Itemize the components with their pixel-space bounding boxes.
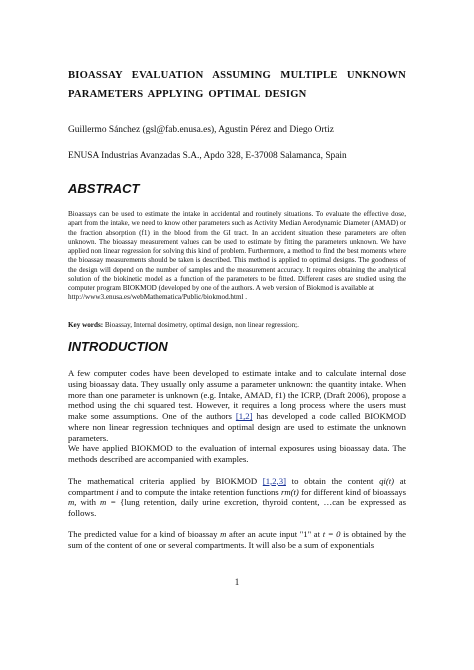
keywords-text: Bioassay, Internal dosimetry, optimal design, non linear regression;. xyxy=(103,321,299,329)
paragraph-gap xyxy=(68,465,406,476)
intro-p4-c: is obtained by the sum of the content of one or several compartments. It will also be a sum of exponentials xyxy=(68,528,406,550)
introduction-heading: INTRODUCTION xyxy=(68,339,168,354)
paragraph-gap xyxy=(68,519,406,529)
citation-link-1-2-3[interactable]: [1,2,3] xyxy=(262,475,286,486)
intro-p1-tail: has developed a code called BIOKMOD where non linear regression techniques and optimal design are used to estimate the unknown parameters. xyxy=(68,411,406,443)
intro-p3-f: , with xyxy=(74,497,100,508)
intro-p3-a: The mathematical criteria applied by BIOKMOD xyxy=(68,475,263,486)
keywords-line xyxy=(68,321,406,330)
intro-paragraph-2: We have applied BIOKMOD to the evaluation of internal exposures using bioassay data. The methods described are accompanied with examples. xyxy=(68,443,406,464)
abstract-heading: ABSTRACT xyxy=(68,181,140,196)
intro-p3-e: for different kind of bioassays xyxy=(298,486,407,497)
symbol-rm-t: rm(t) xyxy=(280,486,299,497)
intro-p3-c: at compartment xyxy=(68,475,406,497)
intro-p3-g: {lung retention, daily urine excretion, thyroid content, …can be expressed as follows. xyxy=(68,497,407,518)
author-line: Guillermo Sánchez (gsl@fab.enusa.es), Agustin Pérez and Diego Ortiz xyxy=(68,125,334,135)
symbol-m-equals: m = xyxy=(99,497,117,508)
intro-p4-b: after an acute input "1" at xyxy=(226,528,323,539)
intro-paragraph-1 xyxy=(68,368,406,443)
intro-p3-b: to obtain the content xyxy=(285,475,380,486)
symbol-m-bioassay: m xyxy=(220,528,227,539)
abstract-body xyxy=(68,210,406,303)
citation-link-1-2[interactable]: [1,2] xyxy=(235,411,253,421)
intro-p4-a: The predicted value for a kind of bioassay xyxy=(68,528,221,539)
intro-paragraph-3 xyxy=(68,476,406,519)
symbol-i: i xyxy=(116,486,119,497)
intro-p3-d: and to compute the intake retention functions xyxy=(118,486,281,497)
abstract-url[interactable]: http://www3.enusa.es/webMathematica/Public/biokmod.html . xyxy=(68,293,248,302)
paper-title: BIOASSAY EVALUATION ASSUMING MULTIPLE UNKNOWN PARAMETERS APPLYING OPTIMAL DESIGN xyxy=(68,70,406,100)
abstract-paragraph: Bioassays can be used to estimate the intake in accidental and routinely situations. To evaluate the effective dose, apart from the intake, we need to know other parameters such as Activity Median Aerodynamic Diameter (AMAD) or the fraction absorption (f1) in the blood from the GI tract. In an accident situation these parameters are often unknown. The bioassay measurement values can be used to estimate by fitting the parameters unknown. We have applied non linear regression for solving this kind of problem. Furthermore, a method to find the best moments where the bioassay measurements should be taken is described. This method is applied to optimal designs. The goodness of the design will depend on the number of samples and the measurement accuracy. It requires obtaining the analytical solution of the biokinetic model as a function of the parameters to be fitted. Different cases are studied using the computer program BIOKMOD (developed by one of the authors. A web version of Biokmod is available at xyxy=(68,210,406,292)
introduction-body xyxy=(68,368,406,550)
keywords-label: Key words: xyxy=(68,321,104,329)
page-number: 1 xyxy=(234,577,240,587)
symbol-m: m xyxy=(68,497,75,508)
symbol-t-equals-0: t = 0 xyxy=(322,528,341,539)
intro-paragraph-4 xyxy=(68,529,406,551)
affiliation-line: ENUSA Industrias Avanzadas S.A., Apdo 328, E-37008 Salamanca, Spain xyxy=(68,151,347,161)
symbol-qi-t: qi(t) xyxy=(379,475,395,486)
intro-p1-text: A few computer codes have been developed to estimate intake and to calculate internal dose using bioassay data. They usually only assume a parameter unknown: the quantity intake. When more than one parameter is unknown (e.g. Intake, AMAD, f1) the ICRP, (Draft 2006), propose a method using the chi squared test. However, it requires a long process where the users must make some assumptions. One of the authors xyxy=(68,368,406,421)
